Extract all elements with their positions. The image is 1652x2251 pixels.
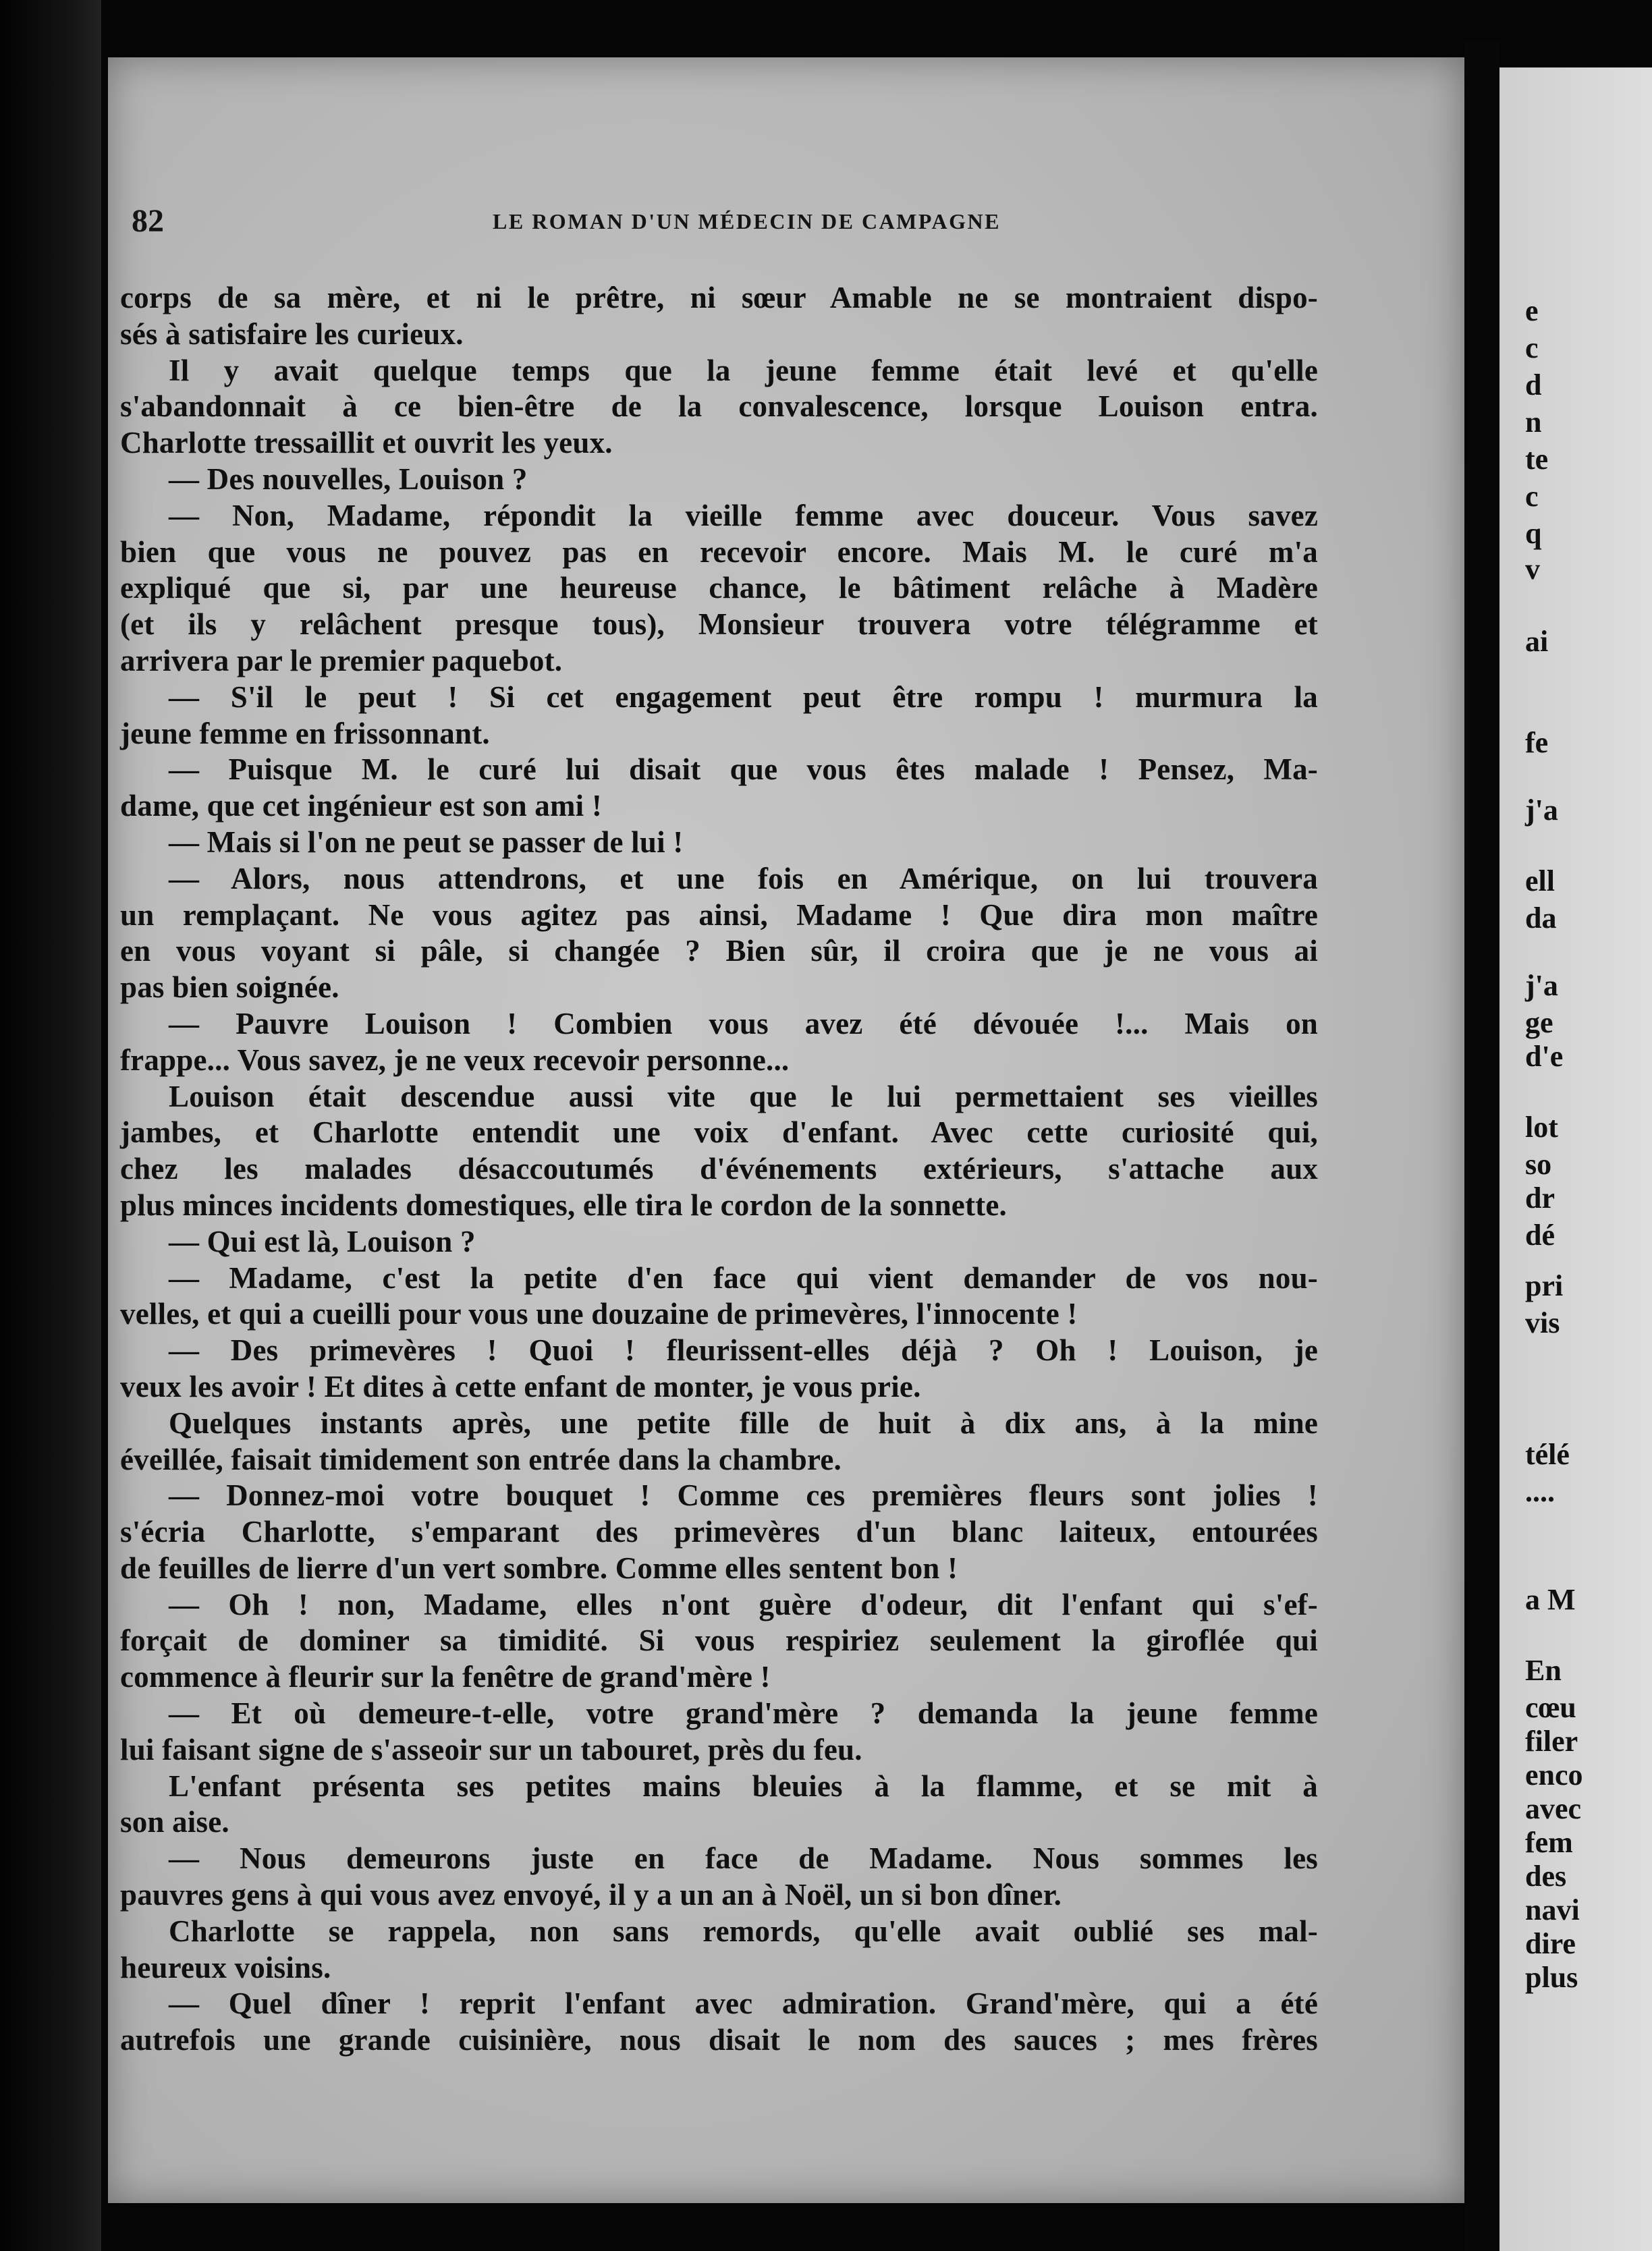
- text-line: — Donnez-moi votre bouquet ! Comme ces premières fleurs sont jolies !: [169, 1478, 1318, 1513]
- facing-text-fragment: plus: [1525, 1961, 1578, 1994]
- facing-text-fragment: da: [1525, 901, 1557, 935]
- facing-text-fragment: filer: [1525, 1725, 1578, 1758]
- facing-text-fragment: fe: [1525, 726, 1549, 759]
- text-line: de feuilles de lierre d'un vert sombre. Comme elles sentent bon !: [120, 1551, 958, 1585]
- facing-text-fragment: dé: [1525, 1219, 1555, 1252]
- text-line: commence à fleurir sur la fenêtre de grand'mère !: [120, 1660, 771, 1694]
- text-line: Charlotte tressaillit et ouvrit les yeux.: [120, 426, 613, 460]
- text-line: expliqué que si, par une heureuse chance, le bâtiment relâche à Madère: [120, 571, 1318, 605]
- text-line: un remplaçant. Ne vous agitez pas ainsi, Madame ! Que dira mon maître: [120, 897, 1318, 932]
- facing-text-fragment: En: [1525, 1654, 1562, 1687]
- text-line: forçait de dominer sa timidité. Si vous respiriez seulement la giroflée qui: [120, 1623, 1318, 1658]
- text-line: sés à satisfaire les curieux.: [120, 316, 464, 351]
- text-line: pas bien soignée.: [120, 970, 339, 1005]
- text-line: plus minces incidents domestiques, elle tira le cordon de la sonnette.: [120, 1188, 1007, 1222]
- facing-text-fragment: dire: [1525, 1927, 1576, 1960]
- text-line: — Oh ! non, Madame, elles n'ont guère d'odeur, dit l'enfant qui s'ef-: [169, 1587, 1318, 1621]
- text-line: Charlotte se rappela, non sans remords, qu'elle avait oublié ses mal-: [169, 1914, 1318, 1948]
- text-line: — Mais si l'on ne peut se passer de lui !: [169, 825, 684, 859]
- facing-text-fragment: lot: [1525, 1111, 1558, 1144]
- text-line: pauvres gens à qui vous avez envoyé, il y a un an à Noël, un si bon dîner.: [120, 1878, 1062, 1912]
- text-line: Quelques instants après, une petite fille de huit à dix ans, à la mine: [169, 1406, 1318, 1440]
- text-line: arrivera par le premier paquebot.: [120, 643, 563, 677]
- facing-text-fragment: so: [1525, 1148, 1552, 1181]
- text-line: — Non, Madame, répondit la vieille femme avec douceur. Vous savez: [169, 498, 1318, 532]
- facing-text-fragment: cœu: [1525, 1691, 1576, 1724]
- facing-text-fragment: v: [1525, 553, 1540, 586]
- text-line: velles, et qui a cueilli pour vous une douzaine de primevères, l'innocente !: [120, 1297, 1078, 1331]
- text-line: — Qui est là, Louison ?: [169, 1224, 476, 1258]
- facing-text-fragment: c: [1525, 480, 1539, 513]
- facing-text-fragment: d: [1525, 368, 1542, 401]
- text-line: bien que vous ne pouvez pas en recevoir encore. Mais M. le curé m'a: [120, 534, 1318, 569]
- facing-text-fragment: ....: [1525, 1475, 1555, 1508]
- facing-text-fragment: vis: [1525, 1306, 1560, 1339]
- page-body-text: [120, 280, 1318, 2059]
- text-line: jeune femme en frissonnant.: [120, 716, 490, 750]
- facing-text-fragment: des: [1525, 1860, 1567, 1893]
- facing-text-fragment: a M: [1525, 1583, 1576, 1616]
- text-line: son aise.: [120, 1805, 229, 1839]
- facing-text-fragment: j'a: [1525, 969, 1558, 1002]
- facing-text-fragment: j'a: [1525, 794, 1558, 827]
- facing-text-fragment: q: [1525, 517, 1542, 550]
- text-line: corps de sa mère, et ni le prêtre, ni sœur Amable ne se montraient dispo-: [120, 281, 1318, 314]
- facing-text-fragment: d'e: [1525, 1040, 1564, 1073]
- facing-text-fragment: c: [1525, 331, 1539, 364]
- facing-text-fragment: fem: [1525, 1826, 1573, 1859]
- text-line: dame, que cet ingénieur est son ami !: [120, 789, 603, 823]
- text-line: s'écria Charlotte, s'emparant des primevères d'un blanc laiteux, entourées: [120, 1515, 1318, 1549]
- text-line: lui faisant signe de s'asseoir sur un tabouret, près du feu.: [120, 1732, 862, 1767]
- facing-text-fragment: te: [1525, 443, 1549, 476]
- facing-text-fragment: n: [1525, 406, 1542, 439]
- text-line: éveillée, faisait timidement son entrée dans la chambre.: [120, 1442, 842, 1476]
- text-line: — Puisque M. le curé lui disait que vous êtes malade ! Pensez, Ma-: [169, 752, 1318, 787]
- facing-text-fragment: dr: [1525, 1182, 1555, 1215]
- facing-text-fragment: ai: [1525, 625, 1549, 658]
- text-line: Louison était descendue aussi vite que le lui permettaient ses vieilles: [169, 1079, 1318, 1113]
- facing-text-fragment: ell: [1525, 864, 1555, 897]
- facing-text-fragment: navi: [1525, 1893, 1580, 1926]
- text-line: — S'il le peut ! Si cet engagement peut être rompu ! murmura la: [169, 679, 1318, 714]
- text-line: — Quel dîner ! reprit l'enfant avec admiration. Grand'mère, qui a été: [169, 1986, 1318, 2021]
- facing-text-fragment: ge: [1525, 1006, 1553, 1039]
- text-line: chez les malades désaccoutumés d'événements extérieurs, s'attache aux: [120, 1152, 1318, 1186]
- book-gutter: [1464, 40, 1499, 2251]
- facing-text-fragment: avec: [1525, 1792, 1582, 1825]
- text-line: en vous voyant si pâle, si changée ? Bien sûr, il croira que je ne vous ai: [120, 934, 1318, 968]
- text-line: frappe... Vous savez, je ne veux recevoir personne...: [120, 1043, 790, 1077]
- page-number: 82: [132, 203, 164, 239]
- text-line: — Pauvre Louison ! Combien vous avez été dévouée !... Mais on: [169, 1006, 1318, 1040]
- facing-text-fragment: pri: [1525, 1269, 1564, 1302]
- running-head: [132, 202, 1110, 250]
- left-film-border: [0, 0, 101, 2251]
- text-line: (et ils y relâchent presque tous), Monsieur trouvera votre télégramme et: [120, 607, 1318, 642]
- text-line: L'enfant présenta ses petites mains bleuies à la flamme, et se mit à: [169, 1769, 1318, 1803]
- text-line: — Madame, c'est la petite d'en face qui vient demander de vos nou-: [169, 1260, 1318, 1295]
- text-line: autrefois une grande cuisinière, nous disait le nom des sauces ; mes frères: [120, 2023, 1318, 2057]
- text-line: s'abandonnait à ce bien-être de la convalescence, lorsque Louison entra.: [120, 389, 1318, 424]
- text-line: — Nous demeurons juste en face de Madame. Nous sommes les: [169, 1841, 1318, 1876]
- text-line: — Des nouvelles, Louison ?: [169, 462, 528, 496]
- facing-page-partial: [1499, 67, 1652, 2251]
- text-line: — Alors, nous attendrons, et une fois en Amérique, on lui trouvera: [169, 861, 1318, 895]
- text-line: veux les avoir ! Et dites à cette enfant de monter, je vous prie.: [120, 1369, 921, 1404]
- text-line: heureux voisins.: [120, 1950, 331, 1984]
- text-line: Il y avait quelque temps que la jeune femme était levé et qu'elle: [169, 353, 1318, 387]
- text-line: — Des primevères ! Quoi ! fleurissent-elles déjà ? Oh ! Louison, je: [169, 1333, 1318, 1368]
- text-line: jambes, et Charlotte entendit une voix d'enfant. Avec cette curiosité qui,: [120, 1115, 1318, 1150]
- facing-text-fragment: enco: [1525, 1758, 1583, 1791]
- text-line: — Et où demeure-t-elle, votre grand'mère ? demanda la jeune femme: [169, 1696, 1318, 1731]
- facing-text-fragment: e: [1525, 294, 1539, 327]
- facing-text-fragment: télé: [1525, 1438, 1570, 1471]
- running-head-title: LE ROMAN D'UN MÉDECIN DE CAMPAGNE: [493, 209, 1001, 233]
